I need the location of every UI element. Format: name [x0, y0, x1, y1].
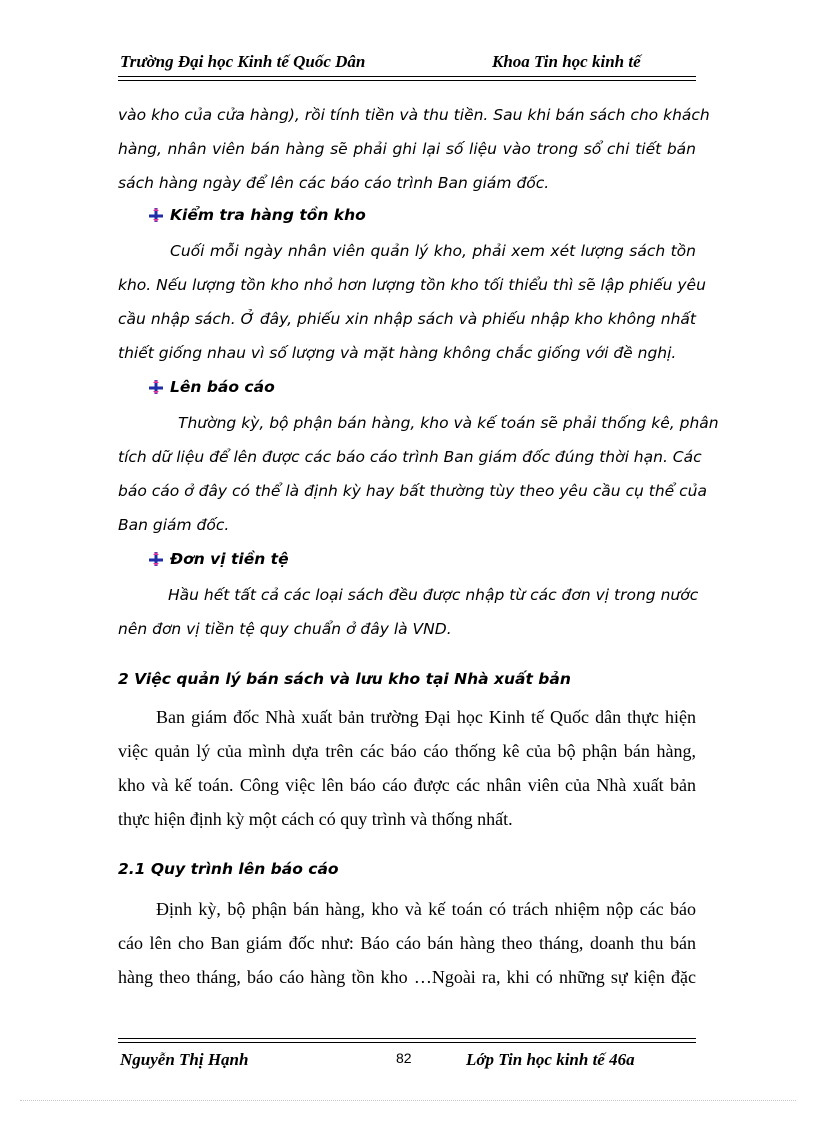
footer-rule-bottom: [118, 1042, 696, 1043]
page-number: 82: [396, 1050, 412, 1066]
section-heading-2-1: 2.1 Quy trình lên báo cáo: [118, 860, 339, 878]
text-line: Cuối mỗi ngày nhân viên quản lý kho, phải xem xét lượng sách tồn: [170, 242, 696, 260]
footer-rule-top: [118, 1038, 696, 1039]
bullet-heading-inventory-check: [148, 206, 366, 224]
text-line: kho và kế toán. Công việc lên báo cáo được các nhân viên của Nhà xuất bản: [118, 775, 696, 795]
text-line: sách hàng ngày để lên các báo cáo trình Ban giám đốc.: [118, 174, 550, 192]
text-line: kho. Nếu lượng tồn kho nhỏ hơn lượng tồn kho tối thiểu thì sẽ lập phiếu yêu: [118, 276, 706, 294]
text-line: Ban giám đốc.: [118, 516, 230, 534]
arrow-cross-bullet-icon: [148, 551, 164, 567]
text-line: Hầu hết tất cả các loại sách đều được nhập từ các đơn vị trong nước: [168, 586, 699, 604]
text-line: hàng, nhân viên bán hàng sẽ phải ghi lại số liệu vào trong sổ chi tiết bán: [118, 140, 696, 158]
footer-class: Lớp Tin học kinh tế 46a: [466, 1050, 635, 1069]
bullet-title: Kiểm tra hàng tồn kho: [170, 206, 366, 224]
paragraph-management: [118, 700, 696, 836]
text-line: báo cáo ở đây có thể là định kỳ hay bất thường tùy theo yêu cầu cụ thể của: [118, 482, 707, 500]
bullet-title: Đơn vị tiền tệ: [170, 550, 289, 568]
paragraph-sales-process: [118, 98, 710, 200]
text-line: Thường kỳ, bộ phận bán hàng, kho và kế toán sẽ phải thống kê, phân: [178, 414, 719, 432]
bullet-heading-currency: [148, 550, 289, 568]
text-line: vào kho của cửa hàng), rồi tính tiền và thu tiền. Sau khi bán sách cho khách: [118, 106, 710, 124]
arrow-cross-bullet-icon: [148, 207, 164, 223]
paragraph-report-process: [118, 892, 696, 994]
text-line: cáo lên cho Ban giám đốc như: Báo cáo bán hàng theo tháng, doanh thu bán: [118, 933, 696, 953]
header-rule-bottom: [118, 80, 696, 81]
paragraph-currency: [118, 578, 699, 646]
text-line: tích dữ liệu để lên được các báo cáo trình Ban giám đốc đúng thời hạn. Các: [118, 448, 702, 466]
text-line: nên đơn vị tiền tệ quy chuẩn ở đây là VND.: [118, 620, 452, 638]
text-line: hàng theo tháng, báo cáo hàng tồn kho …Ngoài ra, khi có những sự kiện đặc: [118, 967, 696, 987]
arrow-cross-bullet-icon: [148, 379, 164, 395]
section-heading-2: 2 Việc quản lý bán sách và lưu kho tại Nhà xuất bản: [118, 670, 571, 688]
text-line: thực hiện định kỳ một cách có quy trình và thống nhất.: [118, 809, 513, 829]
header-rule-top: [118, 76, 696, 77]
text-line: việc quản lý của mình dựa trên các báo cáo thống kê của bộ phận bán hàng,: [118, 741, 696, 761]
bullet-title: Lên báo cáo: [170, 378, 275, 396]
text-line: cầu nhập sách. Ở đây, phiếu xin nhập sách và phiếu nhập kho không nhất: [118, 310, 696, 328]
header-faculty: Khoa Tin học kinh tế: [492, 52, 641, 71]
paragraph-inventory-check: [118, 234, 706, 370]
text-line: Ban giám đốc Nhà xuất bản trường Đại học Kinh tế Quốc dân thực hiện: [156, 707, 696, 727]
bullet-heading-reporting: [148, 378, 275, 396]
footer-author: Nguyễn Thị Hạnh: [120, 1050, 249, 1069]
page-bottom-dotted-line: [20, 1100, 796, 1101]
paragraph-reporting: [118, 406, 719, 542]
text-line: thiết giống nhau vì số lượng và mặt hàng không chắc giống với đề nghị.: [118, 344, 677, 362]
header-university: Trường Đại học Kinh tế Quốc Dân: [120, 52, 366, 71]
text-line: Định kỳ, bộ phận bán hàng, kho và kế toán có trách nhiệm nộp các báo: [156, 899, 696, 919]
